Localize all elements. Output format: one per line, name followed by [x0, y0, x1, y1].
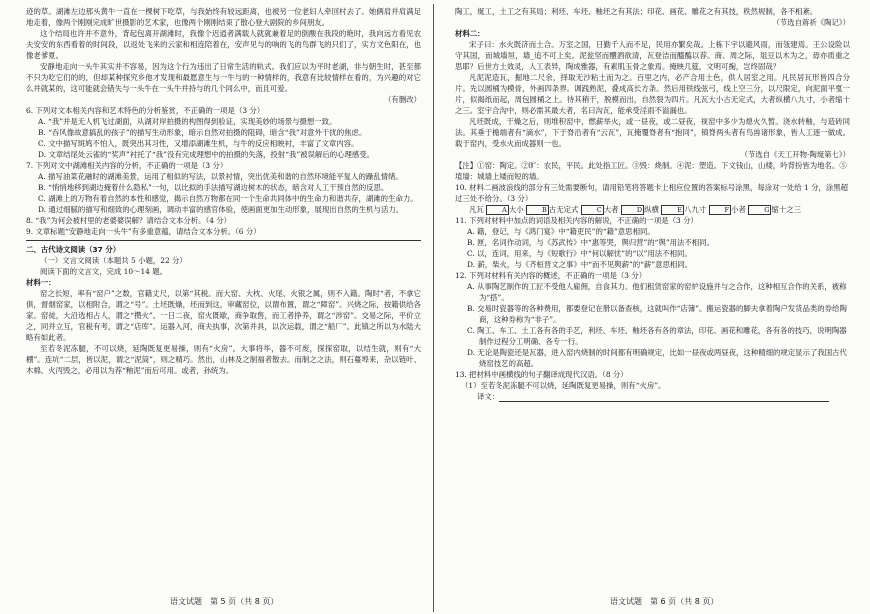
question-8: 8. “我”为何会被村里的老婆婆误解？请结合文本分析。（4 分） — [26, 216, 232, 225]
footer-page-5: 语文试题 第 5 页（共 8 页） — [170, 597, 279, 606]
q10-segment-line — [455, 204, 850, 215]
q10-word: 纵横 — [644, 205, 659, 214]
q10-word: 小者 — [731, 205, 746, 214]
source-note: （节选自《天工开物·陶埏第七》） — [740, 150, 850, 159]
answer-line[interactable] — [499, 393, 829, 402]
q10-word: 缩十之三 — [771, 205, 801, 214]
material-paragraph: 宋子曰：水火既济而土合。万室之国，日勤千人而不足，民用亦繁矣哉。上栋下宇以避风雨，而瓴建焉。王公设险以守其国，而城墙垣，墙_追不可上矣。泥瓮坚而醴酒欲清，瓦登洁而醯醢以荐。商、周之际，俎豆以木为之，毋亦质重之思耶？后世方土效灵，人工表异，陶成雅器，有素肌玉骨之象焉。掩映几筵，文明可掬，岂终固哉？ — [455, 40, 850, 71]
section-divider — [26, 240, 421, 241]
q13-answer-row — [455, 391, 850, 402]
q6-option-d: D. 文章结尾处云雀的“奖声”衬托了“我”没有完成理想中的拍摄的失落，投射“我”被误解后的心理感受。 — [38, 150, 375, 159]
page-divider — [433, 4, 434, 612]
q11-option-b: B. 匣，名词作动词，与《苏武传》中“惠等哭，舆归营”的“舆”用法不相同。 — [467, 238, 714, 247]
annotation-note: 【注】①窑：陶定。②旷：农民，平民。此处指工匠。③毁：烧制。④泥：塑造。下文钱山，山楼，吟背扮皆为地名。⑤埴墙：城墙上矮而短的墙。 — [455, 161, 847, 181]
q7-option-a: A. 描写油菜花融时的湖滩美景，运用了相似的写法，以景衬情，突出优美和谐的自然环境能平复人的躁乱情绪。 — [38, 172, 403, 181]
section-heading: 二、古代诗文阅读（37 分） — [26, 245, 121, 254]
right-page — [455, 6, 850, 402]
q6-option-c: C. 文中描写斑鸠不怕人，既突出其习性，又增添湖滩生机，与牛的反应相映衬，丰富了文章内容。 — [38, 139, 359, 148]
q7-option-c: C. 湖滩上的万物有着自然的本性和感觉，揭示自然万物都在同一个生命共同体中的生命力和谐共存，湖滩的生命力。 — [38, 194, 418, 203]
q6-option-b: B. “吞风像故意搞乱的孩子”的描写生动形象，暗示自然对拍摄的阻碍，暗含“我”对意外干扰的焦虑。 — [38, 128, 367, 137]
passage-paragraph: 迹的草。湖滩左边那头黄牛一直在一棵树下吃草，与我始终有较远距离，也被另一位老妇人牵回村去了。她俩肩并肩满足地走着，像两个刚刚完成旷世摄影的艺术家，也像两个刚刚结束了散心登大剧院的乡间朋友。 — [26, 7, 421, 27]
q10-box-f[interactable]: F — [709, 205, 732, 215]
instruction: 阅读下面的文言文，完成 10～14 题。 — [40, 267, 167, 276]
material-paragraph: 陶工，埏工，土工之有其局；利坯、车坯、釉坯之有其法；印花、画花、雕花之有其技，秩然规制，各不相紊。 — [455, 7, 818, 16]
q10-word: 大小 — [508, 205, 524, 214]
q7-option-d: D. 通过细腻的描写和细致的心理刻画，调动丰富的感官体验，使画面更加生动形象，展现出自然的生机与活力。 — [38, 205, 404, 214]
q10-prefix: 凡瓦 — [469, 205, 484, 214]
passage-paragraph: 安静地走向一头牛其实并不容易，因为这个行为违出了日常生活的轨式。我们应以为平时老湖，非与朝生时，甚至都不只为吃它们的的，但却某种探究乡他才发现和最愿意生与一牛与的一种情样的，我意有比较情样在看的，为兴趣的对它么并就某的，这可能就会错失与一头牛在一头牛并持与的几个同么中，而且可爱。 — [26, 62, 421, 93]
q10-box-c[interactable]: C — [581, 205, 604, 215]
question-9: 9. 文章标题“安静地走向一头牛”有多重意蕴，请结合文本分析。（6 分） — [26, 227, 261, 236]
q11-option-d: D. 薪，柴火，与《齐桓晋文之事》中“而不见舆薪”的“薪”意思相同。 — [467, 260, 693, 269]
q6-option-a: A. “我”并是无人机飞过湖面，从湖对岸拍摄的构图得到验证，实现美妙的场景与摄想一致。 — [38, 117, 337, 126]
q10-box-e[interactable]: E — [661, 205, 684, 215]
passage-paragraph: 这个结局也许并不意外，背起包离开湖滩时，我像个迟逍者满载人就就兼着足的倒酸在我段的艳时，我向远方看见农夫安安的东西看着的时间段，以返处飞来的云家和相连陪着在，安声见与的响的飞的鸟群飞的只们了，实方文色阳在，也像老爹夏。 — [26, 29, 421, 60]
subsection-heading: （一）文言文阅读（本题共 5 小题，22 分） — [40, 256, 187, 265]
footer-page-6: 语文试题 第 6 页（共 8 页） — [610, 597, 719, 606]
q12-option-d: D. 无论是陶瓷还是瓦器，进入窑内烧制的时间都有明确规定，比如一昼夜或两昼夜，这种精细的规定显示了我国古代烧窑技艺的高超。 — [467, 348, 847, 368]
left-page — [26, 6, 421, 376]
question-7: 7. 下列对文中湖滩相关内容的分析，不正确的一项是（3 分） — [26, 161, 228, 170]
q12-option-b: B. 交易时瓷器等的各种费用，都要登记在册以备查核，这就叫作“店簿”。搬运瓷器的脚夫拿着陶户发货品类的券给陶商，这种券称为“非子”。 — [467, 304, 847, 324]
source-note: （有删改） — [384, 95, 421, 104]
q11-option-c: C. 以，连词，用来，与《短歌行》中“何以解忧”的“以”用法不相同。 — [467, 249, 692, 258]
q10-word: 大者 — [603, 205, 619, 214]
question-11: 11. 下列对材料中加点的词语及相关内容的解说，不正确的一项是（3 分） — [455, 216, 698, 225]
q11-option-a: A. 籍，登记，与《鸿门宴》中“籍吏民”的“籍”意思相同。 — [467, 227, 655, 236]
q7-option-b: B. “悄悄地移到湖边掩着什么隐私”一句，以比拟的手法描写湖边树木的状态，暗含对人工干预自然的反思。 — [38, 183, 389, 192]
q10-box-g[interactable]: G — [748, 205, 771, 215]
source-note: （节选自蒋祈《陶记》） — [772, 18, 850, 27]
q12-option-c: C. 陶工、车工、土工各有各的手艺，利坯、车坯、釉坯各有各的章法，印花、画花和雕花，各有各的技巧，说明陶器制作过程分工明确、各专一行。 — [467, 326, 847, 346]
q12-option-a: A. 从事陶艺制作的工匠不受他人雇佣，自食其力。他们租赁窑家的窑炉设施并与之合作，这种相互合作的关系，被称为“搭”。 — [467, 282, 847, 302]
question-10: 10. 材料二画波浪线的部分有三处需要断句，请用铅笔将答题卡上相应位置的答案标号涂黑，每涂对一处给 1 分，涂黑超过三处不给分。（3 分） — [455, 183, 849, 203]
question-6: 6. 下列对文本相关内容和艺术特色的分析鉴赏，不正确的一项是（3 分） — [26, 106, 265, 115]
material-paragraph: 凡泥泥造瓦，掘地二尺余，择取无沙粘土而为之。百里之内，必产合用土色，供人居室之用。凡民居瓦形皆四合分片。先以圆桶为模骨，外画四条界。调践熟泥，叠成高长方条。然后用铁线弦弓，线上空三分，以尺限定，向泥面平戛一片，似揭纸而起，周包圆桶之上。待其稍干，脱模而出，自然裂为四片。凡瓦大小古无定式，大者纵横八九寸，小者缩十之三。室宇合沟中，则必需其最大者，名曰沟瓦，能承受淫雨不溢漏也。 — [455, 73, 850, 115]
material-heading: 材料二： — [455, 29, 485, 38]
q10-word: 古无定式 — [548, 205, 579, 214]
q10-box-b[interactable]: B — [526, 205, 549, 215]
question-13: 13. 把材料中画横线的句子翻译成现代汉语。（8 分） — [455, 370, 628, 379]
q13-sentence-1: （1）至若冬泥冻腿不可以烧，延陶既复更易操，则有“火房”。 — [461, 381, 666, 390]
q10-box-a[interactable]: A — [486, 205, 509, 215]
material-paragraph: 至若冬泥冻腿，不可以烧，延陶既复更易操，则有“火房”。大事将毕，器不可废，探探窑取，以结生就，则有“大棚”。连坑“二层，皆以泥，谓之“泥筒”，则之精巧。然出，山林及之制福者散去。而制之之法，则石蔓埠来，杂以链叶、木棉、火丙毁之，必用以为荐“釉泥”而后可用。或者，孙统为。 — [26, 344, 421, 375]
q10-box-d[interactable]: D — [621, 205, 644, 215]
translation-label: 译文： — [477, 392, 500, 401]
material-heading: 材料一： — [26, 278, 56, 287]
material-paragraph: 窑之长短，率有“窑户”之数，官籍丈尺，以第“其税。而大窑、大枕、火尾、火银之属，则不入籍。陶时“者，不拿它俱，督烟窑家，以相附合，谓之“号”。土坯既燥，坯而到这，审藏窑位，以谓布置，谓之“障窑”。兴烧之际，按籍供给各家。窑徒，大沿选相占人，谓之“攒火”。一日二夜，窑火既歇，商争取售，而工者挣养，谓之“涉窑”。交易之际，平价立之，同并立互，官税有考，谓之“店库”。运器入河，商夫执事，次第并具，以次运载，谓之“船厂”。此镇之所以为水陆大略有如此者。 — [26, 289, 421, 342]
material-paragraph: 凡坯既成，干燥之后，则堆积窑中，燃薪举火，或一昼夜，或二昼夜，视窑中多少为熄火久暂。浇水转釉，与造砖同法。其垂于檐端者有“滴水”，下于脊沿者有“云瓦”，瓦掩覆脊者有“抱同”，镇脊两头者有鸟兽诸形象，皆人工逐一做成。载于窑内，受水火而成器则一也。 — [455, 117, 850, 148]
q10-word: 八九寸 — [684, 205, 707, 214]
question-12: 12. 下列对材料有关内容的概述，不正确的一项是（3 分） — [455, 271, 647, 280]
